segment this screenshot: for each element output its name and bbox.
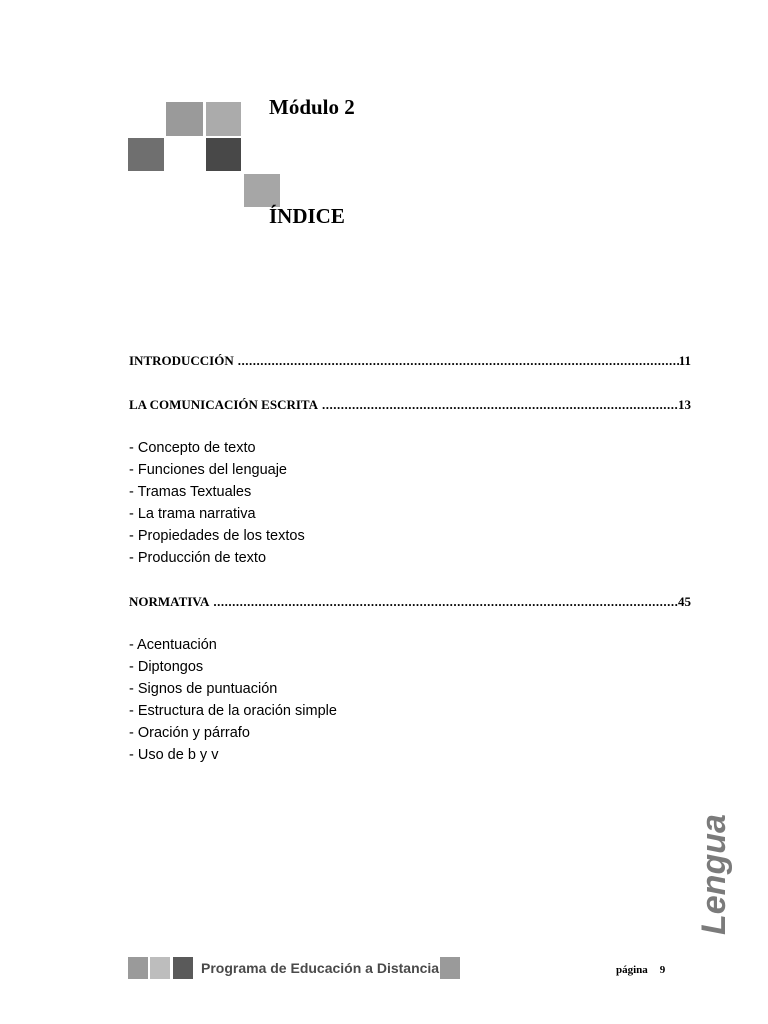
module-title: Módulo 2 bbox=[269, 95, 355, 119]
toc-page: 11 bbox=[678, 353, 691, 368]
page-number-value: 9 bbox=[659, 964, 666, 976]
list-item: - Uso de b y v bbox=[129, 747, 219, 763]
list-item: - Funciones del lenguaje bbox=[129, 462, 287, 478]
side-label-lengua: Lengua bbox=[695, 814, 733, 935]
toc-leader bbox=[234, 353, 679, 369]
decor-square-5 bbox=[244, 174, 280, 207]
toc-leader bbox=[209, 594, 678, 610]
list-item: - Signos de puntuación bbox=[129, 681, 278, 697]
list-item: - Estructura de la oración simple bbox=[129, 703, 337, 719]
decor-square-4 bbox=[206, 138, 241, 171]
list-item: - Diptongos bbox=[129, 659, 204, 675]
list-item: - Propiedades de los textos bbox=[129, 528, 305, 544]
page-label: página bbox=[616, 964, 648, 976]
toc-label: LA COMUNICACIÓN ESCRITA bbox=[129, 397, 319, 412]
list-item: - Oración y párrafo bbox=[129, 725, 250, 741]
footer-square-2 bbox=[150, 957, 170, 979]
toc-leader bbox=[318, 397, 678, 413]
decor-square-3 bbox=[128, 138, 164, 171]
toc-label: NORMATIVA bbox=[129, 594, 210, 609]
toc-page: 13 bbox=[678, 397, 691, 412]
toc-page: 45 bbox=[678, 594, 691, 609]
toc-entry-normativa bbox=[129, 594, 691, 610]
toc-subitems-normativa bbox=[129, 634, 337, 766]
toc-label: INTRODUCCIÓN bbox=[129, 353, 234, 368]
page-number bbox=[616, 964, 665, 976]
list-item: - Tramas Textuales bbox=[129, 484, 252, 500]
index-title: ÍNDICE bbox=[269, 204, 345, 228]
decor-square-2 bbox=[206, 102, 241, 136]
toc-subitems-comunicacion bbox=[129, 437, 305, 569]
footer-square-3 bbox=[173, 957, 193, 979]
list-item: - La trama narrativa bbox=[129, 506, 256, 522]
footer-program-name: Programa de Educación a Distancia bbox=[201, 960, 440, 976]
toc-entry-introduccion bbox=[129, 353, 691, 369]
list-item: - Producción de texto bbox=[129, 550, 267, 566]
decor-square-1 bbox=[166, 102, 203, 136]
list-item: - Acentuación bbox=[129, 637, 217, 653]
footer-square-4 bbox=[440, 957, 460, 979]
list-item: - Concepto de texto bbox=[129, 440, 256, 456]
toc-entry-comunicacion bbox=[129, 397, 691, 413]
footer-square-1 bbox=[128, 957, 148, 979]
